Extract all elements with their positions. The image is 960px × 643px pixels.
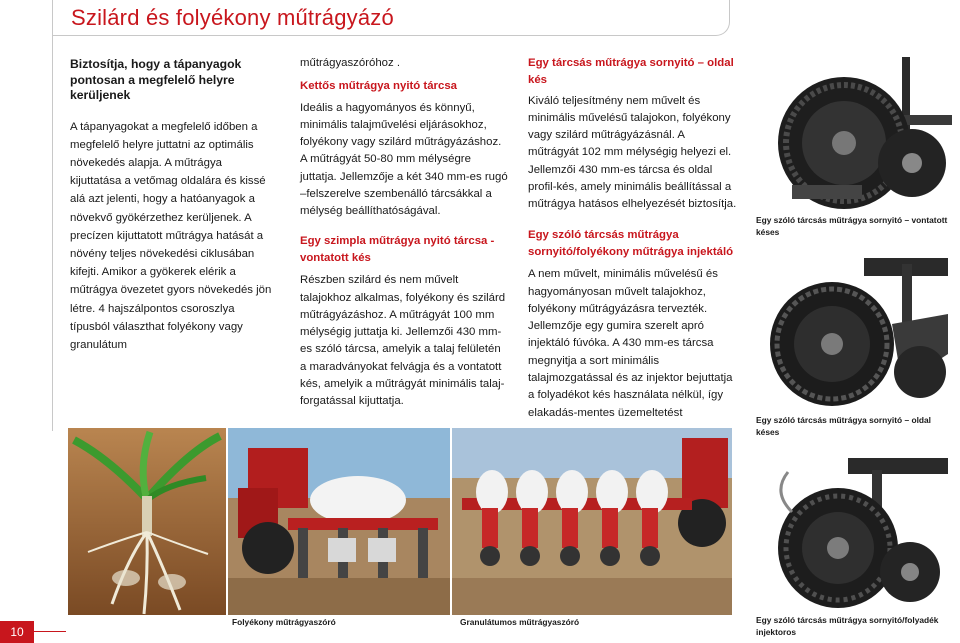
- heading-single-disc-trailing: Egy szimpla műtrágya nyitó tárcsa - vontatott kés: [300, 234, 495, 264]
- page-number: 10: [0, 621, 34, 643]
- left-rule: [52, 36, 53, 431]
- title-bar: [52, 0, 730, 36]
- text-side-knife: Kiváló teljesítmény nem művelt és minimális művelésű talajokon, folyékony vagy szilárd műtrágyázásnál. A műtrágyát 102 mm mélységig helyezi el. Jellemzői 430 mm-es tárcsa és oldal profil-kés, amely minimális beállítással a műtrágya hatásos elhelyezését biztosítja.: [528, 94, 737, 211]
- right-text-column: [528, 55, 738, 422]
- caption-liquid-fertilizer: Folyékony műtrágyaszóró: [232, 617, 336, 627]
- photo-injector-opener: [752, 452, 958, 610]
- page-title: Szilárd és folyékony műtrágyázó: [71, 5, 394, 30]
- heading-double-disc: Kettős műtrágya nyitó tárcsa: [300, 80, 457, 93]
- intro-lead: Biztosítja, hogy a tápanyagok pontosan a megfelelő helyre kerüljenek: [70, 57, 242, 102]
- continued-text: műtrágyaszóróhoz .: [300, 57, 401, 69]
- photo-liquid-fertilizer-planter: [228, 428, 450, 615]
- text-injector: A nem művelt, minimális művelésű és hagyományosan művelt talajokhoz, folyékony műtrágyázásra tervezték. Jellemzője egy gumira szerelt apró injektáló fúvóka. A 430 mm-es tárcsa megnyitja a sort minimális talajmozgatással és az injektor bejuttatja a folyadékot kés használata nélkül, így elakadás-mentes üzemeltetést: [528, 268, 733, 419]
- caption-granular-fertilizer: Granulátumos műtrágyaszóró: [460, 617, 580, 627]
- caption-side-knife: Egy szóló tárcsás műtrágya sornyitó – oldal késes: [756, 415, 931, 437]
- caption-injector: Egy szóló tárcsás műtrágya sornyitó/folyadék injektoros: [756, 615, 939, 637]
- text-double-disc: Ideális a hagyományos és könnyű, minimális talajművelési eljárásokhoz, folyékony vagy szilárd műtrágyázáshoz. A műtrágyát 50-80 mm mélységre juttatja. Jellemzője a két 340 mm-es rugó –felszerelve szembenálló tárcsákkal a mélység beállíthatóságával.: [300, 101, 508, 218]
- photo-granular-fertilizer-planter: [452, 428, 732, 615]
- photo-seedling-roots: [68, 428, 226, 615]
- intro-column: [70, 57, 275, 354]
- page-number-rule: [34, 631, 66, 632]
- middle-column: [300, 55, 510, 411]
- intro-body: A tápanyagokat a megfelelő időben a megfelelő helyre juttatni az optimális növekedés alapja. A műtrágya kijuttatása a vetőmag oldalára és kissé alá azt jelenti, hogy a hatóanyagok a növekvő gyökérzethez kerüljenek. A precízen kijuttatott műtrágya hatását a növény teljes növekedési ciklusában kifejti. Amikor a gyökerek elérik a műtrágya övezetet gyors növekedés jön létre. 4 hajszálpontos csoroszlya típusból választhat folyékony vagy granulátum: [70, 120, 272, 351]
- photo-trailing-knife-opener: [752, 55, 958, 211]
- caption-trailing-knife: Egy szóló tárcsás műtrágya sornyitó – vontatott késes: [756, 215, 948, 237]
- heading-injector: Egy szóló tárcsás műtrágya sornyitó/folyékony műtrágya injektáló: [528, 228, 734, 258]
- photo-side-knife-opener: [752, 254, 958, 410]
- heading-side-knife: Egy tárcsás műtrágya sornyitó – oldal kés: [528, 57, 734, 87]
- text-single-disc-trailing: Részben szilárd és nem művelt talajokhoz alkalmas, folyékony és szilárd műtrágyázáshoz. A műtrágyát 100 mm mélységig juttatja ki. Jellemzői 430 mm-es szóló tárcsa, amelyik a talaj felületén a maradványokat felvágja és a vontatott kés, amelyik a műtrágyát minimális talaj-forgatással kijuttatja.: [300, 274, 506, 408]
